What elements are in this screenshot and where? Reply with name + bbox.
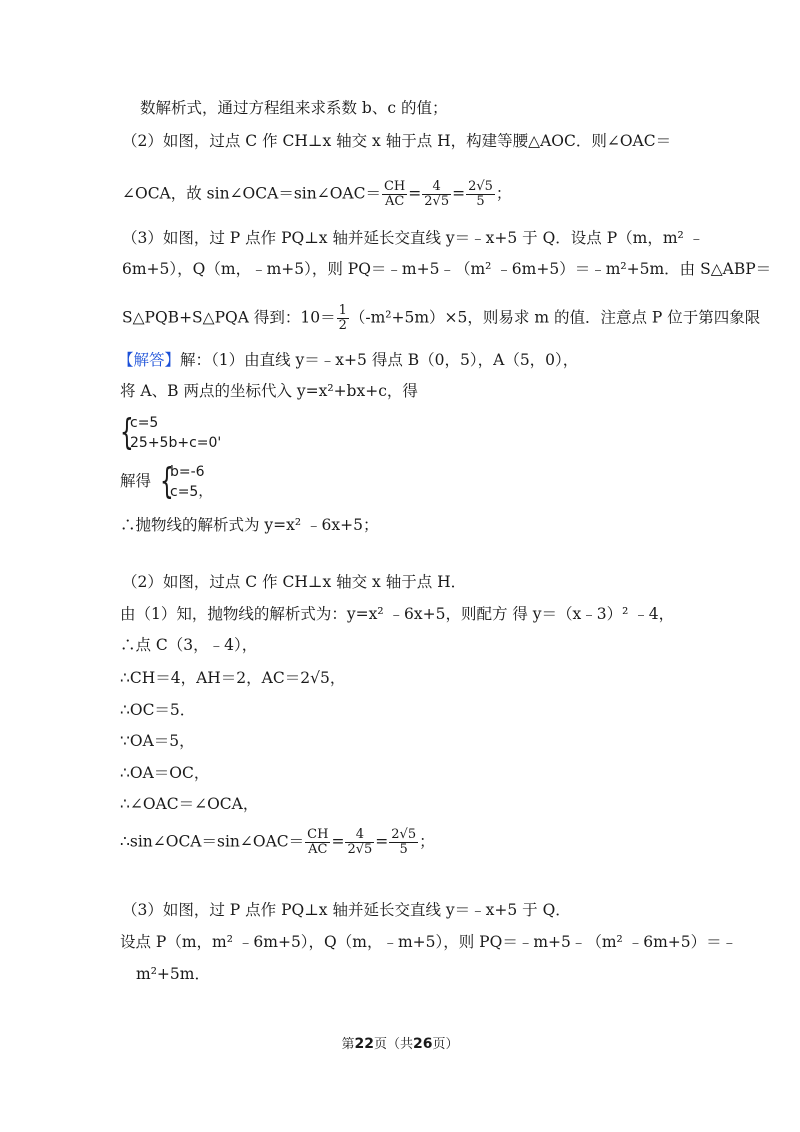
- fraction: $\frac{2√5}{5}$: [468, 179, 493, 209]
- fraction: $\frac{CH}{AC}$: [383, 179, 406, 209]
- equation: c=5: [170, 484, 199, 500]
- fraction: $\frac{CH}{AC}$: [307, 827, 329, 857]
- text-line: 数解析式，通过方程组来求系数 b、c 的值；: [140, 99, 448, 117]
- formula-line: ∠OCA，故 sin∠OCA＝sin∠OAC＝ $\frac{CH}{AC}$ = $\frac{4}{2√5}$ = $\frac{2√5}{5}$ ；: [122, 179, 512, 209]
- total-pages: 26: [413, 1036, 433, 1052]
- page-number: 22: [354, 1036, 374, 1052]
- text-span: ∴sin∠OCA＝sin∠OAC＝: [120, 832, 305, 851]
- equation: b=-6: [170, 464, 205, 480]
- text-line: ∴点 C（3，﹣4），: [120, 636, 258, 654]
- equation-system: { c=5 25+5b+c=0': [120, 412, 222, 453]
- fraction: $\frac{2√5}{5}$: [391, 827, 417, 857]
- answer-tag: 【解答】: [118, 351, 181, 369]
- text-span: 解：（1）由直线 y＝﹣x+5 得点 B（0，5），A（5，0），: [180, 351, 579, 369]
- fraction: $\frac{4}{2√5}$: [347, 827, 373, 857]
- text-line: ∴OC＝5．: [120, 701, 196, 719]
- text-line: ∴CH＝4，AH＝2，AC＝2√5，: [120, 669, 346, 687]
- formula-line: [122, 304, 760, 333]
- text-line: 由（1）知，抛物线的解析式为：y=x² ﹣6x+5，则配方 得 y＝（x﹣3）² ﹣4，: [120, 605, 675, 623]
- answer-heading: [118, 349, 578, 371]
- text-line: （2）如图，过点 C 作 CH⊥x 轴交 x 轴于点 H．: [122, 573, 467, 591]
- text-span: ∠OCA，故 sin∠OCA＝sin∠OAC＝: [122, 184, 381, 203]
- text-line: 设点 P（m，m² ﹣6m+5），Q（m，﹣m+5），则 PQ＝﹣m+5﹣（m² ﹣6m+5）＝﹣: [120, 933, 738, 951]
- fraction: $\frac{4}{2√5}$: [424, 179, 450, 209]
- text-line: ∴OA＝OC，: [120, 764, 210, 782]
- text-line: 6m+5），Q（m，﹣m+5），则 PQ＝﹣m+5﹣（m² ﹣6m+5）＝﹣m²+5m．由 S△ABP＝: [122, 260, 772, 278]
- page-footer: 第22页（共26页）: [341, 1036, 459, 1052]
- equation: c=5: [130, 415, 159, 431]
- text-line: （3）如图，过 P 点作 PQ⊥x 轴并延长交直线 y＝﹣x+5 于 Q．: [122, 901, 571, 919]
- text-line: m²+5m．: [136, 965, 210, 983]
- equation-system: { b=-6 c=5，: [160, 461, 213, 502]
- text-line: （3）如图，过 P 点作 PQ⊥x 轴并延长交直线 y＝﹣x+5 于 Q．设点 P（m，m² ﹣: [122, 229, 705, 247]
- text-line: 解得: [120, 472, 152, 490]
- text-line: ∴抛物线的解析式为 y=x² ﹣6x+5；: [120, 516, 379, 534]
- text-line: （2）如图，过点 C 作 CH⊥x 轴交 x 轴于点 H，构建等腰△AOC．则∠OAC＝: [122, 132, 672, 150]
- formula-line: ∴sin∠OCA＝sin∠OAC＝ $\frac{CH}{AC}$ = $\frac{4}{2√5}$ = $\frac{2√5}{5}$ ；: [120, 827, 435, 857]
- equation: 25+5b+c=0': [130, 435, 222, 451]
- fraction: $\frac{1}{2}$: [338, 303, 347, 333]
- text-line: ∴∠OAC＝∠OCA，: [120, 795, 259, 813]
- text-line: 将 A、B 两点的坐标代入 y=x²+bx+c，得: [120, 382, 418, 400]
- text-span: （-m²+5m）×5，则易求 m 的值．注意点 P 位于第四象限: [349, 308, 761, 327]
- text-line: ∵OA＝5，: [120, 732, 195, 750]
- text-span: S△PQB+S△PQA 得到：10＝: [122, 308, 336, 327]
